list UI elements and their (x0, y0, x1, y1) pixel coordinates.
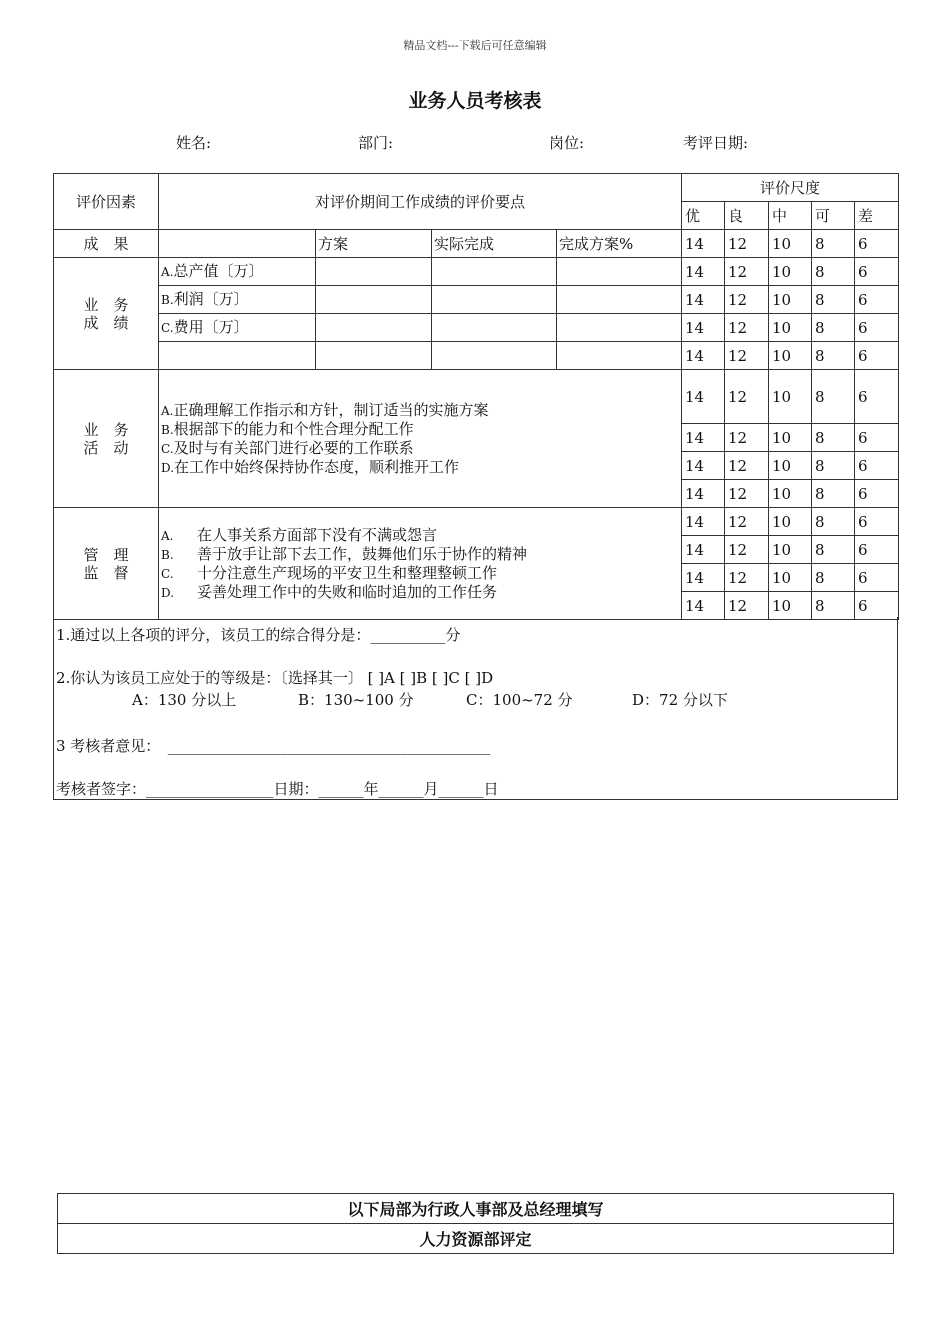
score-cell[interactable]: 8 (812, 424, 855, 452)
actual-cell[interactable] (432, 258, 557, 286)
item-text: 在人事关系方面部下没有不满或怨言 (197, 525, 438, 544)
management-item (161, 583, 679, 602)
activity-item (161, 420, 679, 439)
score-cell[interactable]: 12 (725, 424, 769, 452)
table-header-row (54, 174, 899, 202)
score-cell[interactable]: 14 (682, 258, 725, 286)
performance-label-1: 业 务 (83, 295, 129, 314)
rate-cell[interactable] (557, 258, 682, 286)
score-cell[interactable]: 14 (682, 286, 725, 314)
item-prefix: C. (161, 566, 174, 581)
item-text: 善于放手让部下去工作，鼓舞他们乐于协作的精神 (197, 544, 528, 563)
scale-header: 评价尺度 (682, 174, 899, 202)
performance-row (54, 314, 899, 342)
grade-excellent: 优 (682, 202, 725, 230)
score-cell[interactable]: 8 (812, 508, 855, 536)
score-cell[interactable]: 14 (682, 314, 725, 342)
score-cell[interactable]: 8 (812, 564, 855, 592)
item-text: 及时与有关部门进行必要的工作联系 (173, 438, 414, 457)
evaluation-date-label: 考评日期: (683, 134, 749, 152)
grade-b-criteria: B：130~100 分 (298, 691, 414, 709)
evaluation-table (53, 173, 899, 620)
score-cell[interactable]: 10 (769, 314, 812, 342)
item-prefix: D. (161, 460, 175, 475)
activities-row (54, 370, 899, 424)
performance-item[interactable] (159, 342, 316, 370)
score-cell[interactable]: 6 (855, 230, 899, 258)
score-cell[interactable]: 14 (682, 370, 725, 424)
factor-header: 评价因素 (54, 174, 159, 230)
item-text: 利润〔万〕 (173, 290, 249, 308)
hr-section-heading: 以下局部为行政人事部及总经理填写 (58, 1194, 894, 1224)
rate-cell[interactable] (557, 342, 682, 370)
results-row (54, 230, 899, 258)
score-cell[interactable]: 12 (725, 342, 769, 370)
activities-label-2: 活 动 (83, 438, 129, 457)
score-cell[interactable]: 10 (769, 452, 812, 480)
reviewer-signature-line[interactable]: 考核者签字：_________________日期：______年______月______日 (56, 780, 499, 798)
management-category (54, 508, 159, 620)
score-cell[interactable]: 10 (769, 286, 812, 314)
management-label-1: 管 理 (83, 545, 129, 564)
score-cell[interactable]: 12 (725, 230, 769, 258)
summary-section (53, 617, 898, 800)
score-cell[interactable]: 12 (725, 258, 769, 286)
management-row (54, 508, 899, 536)
item-prefix: B. (161, 293, 174, 307)
score-cell[interactable]: 10 (769, 370, 812, 424)
score-cell[interactable]: 10 (769, 592, 812, 620)
score-cell[interactable]: 10 (769, 536, 812, 564)
rate-cell[interactable] (557, 314, 682, 342)
score-cell[interactable]: 8 (812, 536, 855, 564)
grade-average: 中 (769, 202, 812, 230)
score-cell[interactable]: 10 (769, 424, 812, 452)
plan-cell[interactable] (316, 314, 432, 342)
rate-cell[interactable] (557, 286, 682, 314)
points-header: 对评价期间工作成绩的评价要点 (159, 174, 682, 230)
score-cell[interactable]: 12 (725, 592, 769, 620)
score-cell[interactable]: 14 (682, 592, 725, 620)
completion-rate-header: 完成方案% (557, 230, 682, 258)
item-prefix: A. (161, 265, 174, 279)
score-cell[interactable]: 6 (855, 314, 899, 342)
performance-row (54, 286, 899, 314)
score-cell[interactable]: 6 (855, 370, 899, 424)
document-title: 业务人员考核表 (408, 90, 542, 112)
plan-cell[interactable] (316, 286, 432, 314)
score-cell[interactable]: 12 (725, 564, 769, 592)
actual-header: 实际完成 (432, 230, 557, 258)
name-label: 姓名: (176, 134, 212, 152)
score-cell[interactable]: 8 (812, 342, 855, 370)
score-cell[interactable]: 14 (682, 564, 725, 592)
item-prefix: C. (161, 321, 174, 335)
score-cell[interactable]: 12 (725, 286, 769, 314)
grade-fair: 可 (812, 202, 855, 230)
score-cell[interactable]: 8 (812, 286, 855, 314)
score-cell[interactable]: 6 (855, 452, 899, 480)
management-description (159, 508, 682, 620)
score-cell[interactable]: 6 (855, 342, 899, 370)
plan-cell[interactable] (316, 342, 432, 370)
score-cell[interactable]: 8 (812, 258, 855, 286)
actual-cell[interactable] (432, 342, 557, 370)
item-text: 十分注意生产现场的平安卫生和整理整顿工作 (197, 563, 498, 582)
score-cell[interactable]: 8 (812, 480, 855, 508)
score-cell[interactable]: 14 (682, 230, 725, 258)
score-cell[interactable]: 12 (725, 370, 769, 424)
item-prefix: B. (161, 547, 174, 562)
score-cell[interactable]: 10 (769, 342, 812, 370)
score-cell[interactable]: 14 (682, 536, 725, 564)
actual-cell[interactable] (432, 286, 557, 314)
score-cell[interactable]: 14 (682, 480, 725, 508)
score-cell[interactable]: 14 (682, 508, 725, 536)
score-cell[interactable]: 6 (855, 424, 899, 452)
activity-item (161, 458, 679, 477)
performance-item (159, 314, 316, 342)
score-cell[interactable]: 8 (812, 592, 855, 620)
score-cell[interactable]: 6 (855, 536, 899, 564)
score-cell[interactable]: 14 (682, 452, 725, 480)
grade-a-criteria: A：130 分以上 (132, 691, 237, 709)
item-prefix: D. (161, 585, 175, 600)
results-label: 成 果 (54, 230, 159, 258)
performance-row (54, 258, 899, 286)
score-cell[interactable]: 6 (855, 508, 899, 536)
item-text: 在工作中始终保持协作态度，顺利推开工作 (174, 457, 460, 476)
performance-item (159, 258, 316, 286)
score-cell[interactable]: 6 (855, 258, 899, 286)
score-cell[interactable]: 8 (812, 452, 855, 480)
performance-label-2: 成 绩 (83, 313, 129, 332)
post-label: 岗位: (549, 134, 585, 152)
score-cell[interactable]: 12 (725, 452, 769, 480)
performance-category (54, 258, 159, 370)
performance-row (54, 342, 899, 370)
score-cell[interactable]: 6 (855, 564, 899, 592)
score-cell[interactable]: 10 (769, 564, 812, 592)
hr-section-table (57, 1193, 894, 1254)
score-cell[interactable]: 14 (682, 342, 725, 370)
score-cell[interactable]: 10 (769, 480, 812, 508)
score-cell[interactable]: 6 (855, 480, 899, 508)
header-note: 精品文档---下载后可任意编辑 (403, 39, 547, 52)
grade-c-criteria: C：100~72 分 (466, 691, 573, 709)
score-cell[interactable]: 8 (812, 230, 855, 258)
item-text: 费用〔万〕 (173, 318, 249, 336)
activity-item (161, 439, 679, 458)
activity-item (161, 401, 679, 420)
score-cell[interactable]: 6 (855, 592, 899, 620)
score-cell[interactable]: 12 (725, 480, 769, 508)
item-text: 妥善处理工作中的失败和临时追加的工作任务 (197, 582, 498, 601)
activities-label-1: 业 务 (83, 420, 129, 439)
score-cell[interactable]: 14 (682, 424, 725, 452)
grade-poor: 差 (855, 202, 899, 230)
score-cell[interactable]: 8 (812, 314, 855, 342)
plan-cell[interactable] (316, 258, 432, 286)
activities-description (159, 370, 682, 508)
activities-category (54, 370, 159, 508)
plan-header: 方案 (316, 230, 432, 258)
management-item (161, 545, 679, 564)
item-text: 总产值〔万〕 (173, 262, 264, 280)
grade-good: 良 (725, 202, 769, 230)
actual-cell[interactable] (432, 314, 557, 342)
score-cell[interactable]: 8 (812, 370, 855, 424)
total-score-line[interactable]: 1.通过以上各项的评分，该员工的综合得分是：__________分 (56, 626, 461, 644)
item-text: 正确理解工作指示和方针，制订适当的实施方案 (173, 400, 489, 419)
grade-d-criteria: D：72 分以下 (632, 691, 728, 709)
score-cell[interactable]: 10 (769, 508, 812, 536)
score-cell[interactable]: 12 (725, 508, 769, 536)
grade-selection-line[interactable]: 2.你认为该员工应处于的等级是：〔选择其一〕 [ ]A [ ]B [ ]C [ ]D (56, 669, 494, 687)
item-text: 根据部下的能力和个性合理分配工作 (173, 419, 414, 438)
performance-item (159, 286, 316, 314)
management-item (161, 564, 679, 583)
results-blank-cell[interactable] (159, 230, 316, 258)
item-prefix: A. (161, 528, 174, 543)
item-prefix: B. (161, 422, 174, 437)
score-cell[interactable]: 10 (769, 230, 812, 258)
reviewer-opinion-line[interactable]: 3 考核者意见： ___________________________________________ (56, 737, 491, 755)
score-cell[interactable]: 12 (725, 536, 769, 564)
management-item (161, 526, 679, 545)
management-label-2: 监 督 (83, 563, 129, 582)
item-prefix: A. (161, 403, 174, 418)
score-cell[interactable]: 12 (725, 314, 769, 342)
department-label: 部门: (358, 134, 394, 152)
item-prefix: C. (161, 441, 174, 456)
score-cell[interactable]: 10 (769, 258, 812, 286)
score-cell[interactable]: 6 (855, 286, 899, 314)
hr-department-evaluation: 人力资源部评定 (58, 1224, 894, 1254)
